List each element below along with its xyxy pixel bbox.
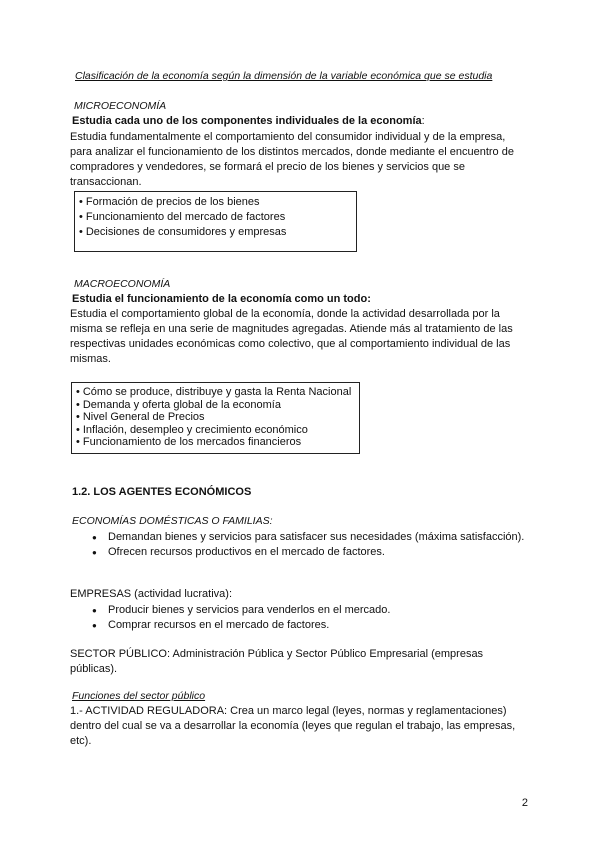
households-item: ● Ofrecen recursos productivos en el mercado de factores.: [92, 545, 532, 560]
macro-topic-item: • Cómo se produce, distribuye y gasta la Renta Nacional: [76, 386, 355, 399]
macro-label: MACROECONOMÍA: [74, 278, 171, 290]
macro-topic-item: • Inflación, desempleo y crecimiento económico: [76, 424, 355, 437]
functions-label: Funciones del sector público: [72, 690, 206, 702]
section-heading: Clasificación de la economía según la dimensión de la variable económica que se estudia: [75, 70, 493, 82]
macro-topic-item: • Nivel General de Precios: [76, 411, 355, 424]
macro-topic-item: • Funcionamiento de los mercados financieros: [76, 436, 355, 449]
micro-description: Estudia fundamentalmente el comportamiento del consumidor individual y de la empresa, para analizar el funcionamiento de los distintos mercados, donde mediante el encuentro de compradores y vendedores, se formará el precio de los bienes y servicios que se transaccionan.: [70, 131, 514, 188]
macro-topics-box: [71, 382, 360, 454]
micro-topic-item: • Decisiones de consumidores y empresas: [79, 225, 352, 240]
firms-item: ● Comprar recursos en el mercado de factores.: [92, 618, 532, 633]
households-label: ECONOMÍAS DOMÉSTICAS O FAMILIAS:: [72, 515, 273, 527]
micro-label: MICROECONOMÍA: [74, 100, 167, 112]
page-number: 2: [521, 797, 528, 809]
firms-label: EMPRESAS (actividad lucrativa):: [70, 588, 232, 600]
macro-description: Estudia el comportamiento global de la economía, donde la actividad desarrollada por la misma se refleja en una serie de magnitudes agregadas. Atiende más al tratamiento de las respectivas unidades económicas como colectivo, que al comportamiento individual de las mismas.: [70, 308, 513, 365]
macro-subtitle: Estudia el funcionamiento de la economía como un todo:: [72, 293, 371, 305]
micro-topic-item: • Funcionamiento del mercado de factores: [79, 210, 352, 225]
micro-subtitle-text: Estudia cada uno de los componentes individuales de la economía: [72, 115, 422, 127]
micro-topics-box: [74, 191, 357, 252]
micro-subtitle: [72, 115, 425, 127]
agents-section-title: 1.2. LOS AGENTES ECONÓMICOS: [72, 486, 252, 498]
regulatory-function-text: 1.- ACTIVIDAD REGULADORA: Crea un marco legal (leyes, normas y reglamentaciones) dentro del cual se va a desarrollar la economía (leyes que regulan el trabajo, las empresas, etc).: [70, 705, 516, 747]
micro-subtitle-suffix: :: [421, 115, 425, 127]
macro-topic-item: • Demanda y oferta global de la economía: [76, 399, 355, 412]
firms-item: ● Producir bienes y servicios para venderlos en el mercado.: [92, 603, 532, 618]
public-sector-text: SECTOR PÚBLICO: Administración Pública y Sector Público Empresarial (empresas públicas).: [70, 648, 484, 675]
households-list: [92, 530, 532, 560]
households-item: ● Demandan bienes y servicios para satisfacer sus necesidades (máxima satisfacción).: [92, 530, 532, 545]
micro-topic-item: • Formación de precios de los bienes: [79, 195, 352, 210]
firms-list: [92, 603, 532, 633]
